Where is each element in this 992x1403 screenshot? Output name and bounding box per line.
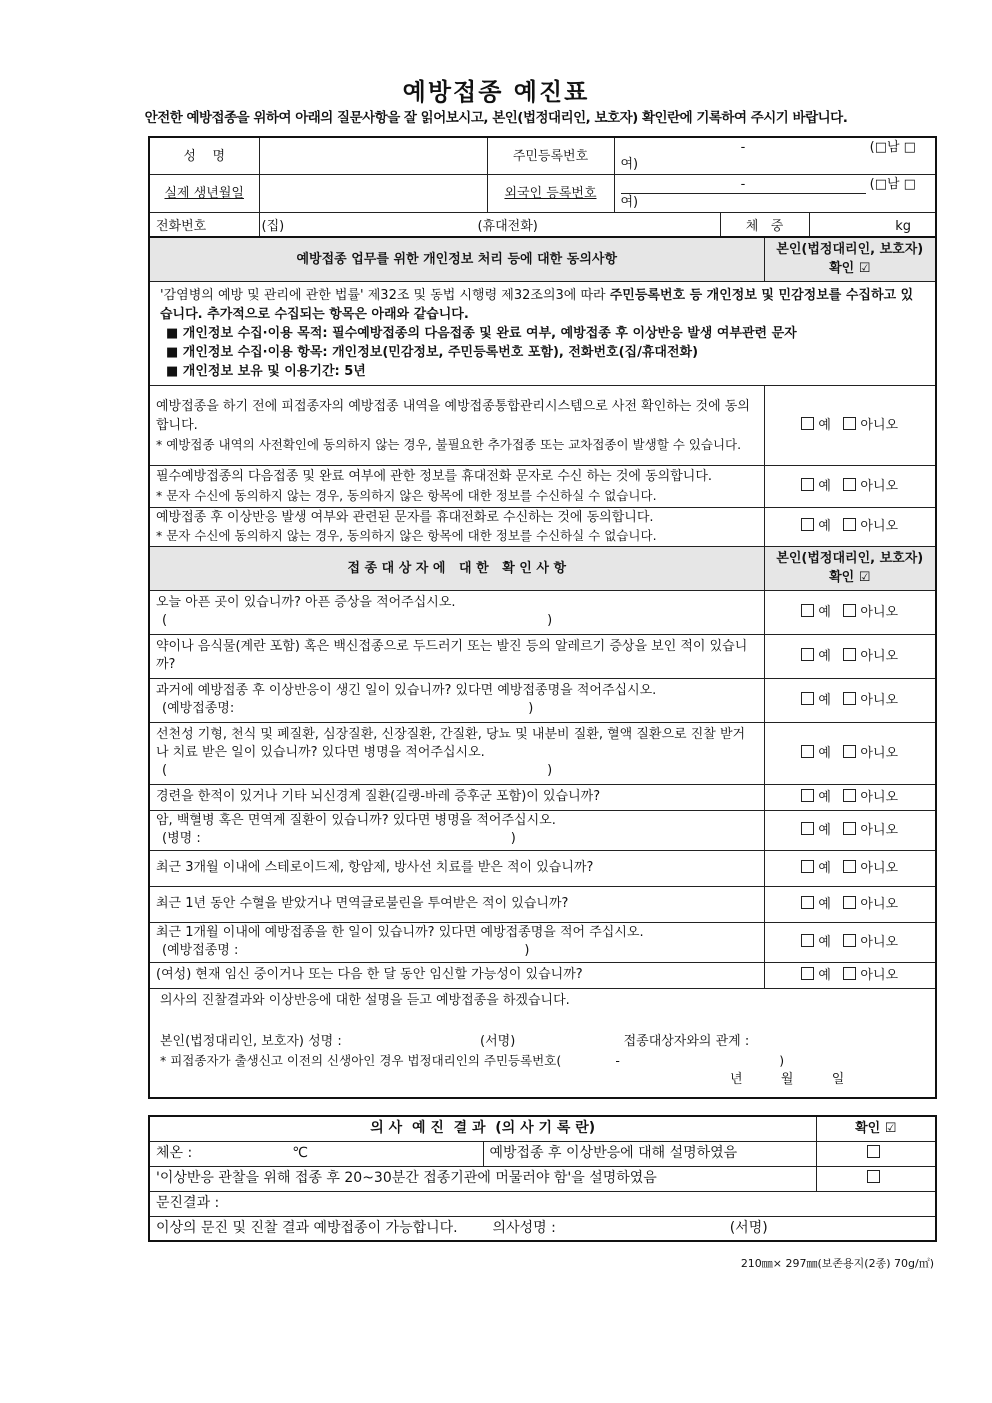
consent-item-text: 예방접종을 하기 전에 피접종자의 예방접종 내역을 예방접종통합관리시스템으로 사전 확인하는 것에 동의합니다. <box>156 398 750 433</box>
newborn-note: * 피접종자가 출생신고 이전의 신생아인 경우 법정대리인의 주민등록번호( <box>160 1052 562 1068</box>
paper-spec-footer: 210㎜× 297㎜(보존용지(2종) 70g/㎡) <box>740 1257 934 1270</box>
interview-result-label: 문진결과 : <box>156 1195 220 1211</box>
question-row <box>149 634 936 678</box>
no-checkbox[interactable] <box>843 745 856 758</box>
check-confirm-header <box>764 546 936 590</box>
no-label: 아니오 <box>860 934 899 950</box>
no-label: 아니오 <box>860 860 899 876</box>
no-checkbox[interactable] <box>843 934 856 947</box>
yes-label: 예 <box>818 604 831 620</box>
newborn-dash: - <box>615 1052 620 1068</box>
question-answer-line[interactable] <box>156 762 758 780</box>
consent-item <box>149 465 764 507</box>
no-checkbox[interactable] <box>843 648 856 661</box>
birth-label: 실제 생년월일 <box>149 175 259 213</box>
yes-label: 예 <box>818 519 831 534</box>
question-text-cell <box>149 722 764 784</box>
doctor-confirm-header <box>816 1116 936 1141</box>
consent-item-note: * 문자 수신에 동의하지 않는 경우, 동의하지 않은 항목에 대한 정보를 수신하실 수 없습니다. <box>156 488 657 503</box>
question-choice[interactable] <box>764 922 936 962</box>
question-text-cell <box>149 634 764 678</box>
question-text: 과거에 예방접종 후 이상반응이 생긴 일이 있습니까? 있다면 예방접종명을 적어주십시오. <box>156 683 657 698</box>
consent-bullet-items: ■ 개인정보 수집·이용 항목: 개인정보(민감정보, 주민등록번호 포함), 전화번호(집/휴대전화) <box>166 344 699 360</box>
no-checkbox[interactable] <box>843 896 856 909</box>
answer-close: ) <box>524 943 530 958</box>
question-row <box>149 784 936 810</box>
yes-label: 예 <box>818 934 831 950</box>
no-label: 아니오 <box>860 745 899 761</box>
doctor-confirm-label: 확인 <box>855 1121 881 1137</box>
form-title: 예방접종 예진표 <box>402 78 590 106</box>
no-checkbox[interactable] <box>843 967 856 980</box>
no-label: 아니오 <box>860 967 899 983</box>
yes-checkbox[interactable] <box>801 967 814 980</box>
foreign-label: 외국인 등록번호 <box>487 175 614 213</box>
check-confirm-sub: 확인 <box>829 570 855 585</box>
rrn-field[interactable] <box>614 137 936 175</box>
no-label: 아니오 <box>860 822 899 838</box>
no-label: 아니오 <box>860 519 899 534</box>
consent-item-choice[interactable] <box>764 465 936 507</box>
question-choice[interactable] <box>764 962 936 988</box>
consent-intro-bold: 주민등록번호 등 개인정보 및 민감정보를 수집하고 있습니다. 추가적으로 수집되는 항목은 아래와 같습니다. <box>160 287 914 322</box>
interview-result[interactable] <box>149 1191 936 1216</box>
question-row <box>149 922 936 962</box>
no-checkbox[interactable] <box>843 604 856 617</box>
doctor-name-label: 의사성명 : <box>492 1219 556 1236</box>
no-label: 아니오 <box>860 692 899 708</box>
consent-item-text: 필수예방접종의 다음접종 및 완료 여부에 관한 정보를 휴대전화 문자로 수신 하는 것에 동의합니다. <box>156 469 713 484</box>
year-label: 년 <box>730 1071 743 1087</box>
question-choice[interactable] <box>764 634 936 678</box>
birth-field[interactable] <box>259 175 487 213</box>
consent-item-choice[interactable] <box>764 385 936 465</box>
yes-checkbox[interactable] <box>801 745 814 758</box>
yes-checkbox[interactable] <box>801 860 814 873</box>
check-header: 접 종 대 상 자 에 대 한 확 인 사 항 <box>149 546 764 590</box>
question-row <box>149 678 936 722</box>
answer-close: ) <box>528 701 534 716</box>
yes-label: 예 <box>818 417 831 433</box>
question-answer-line[interactable] <box>156 942 758 960</box>
yes-label: 예 <box>818 860 831 876</box>
month-label: 월 <box>780 1071 794 1087</box>
consent-intro <box>149 281 936 385</box>
foreign-dash: - <box>621 176 866 194</box>
answer-open: (예방접종명: <box>162 701 235 716</box>
check-confirm-title: 본인(법정대리인, 보호자) <box>776 551 924 566</box>
yes-label: 예 <box>818 822 831 838</box>
answer-open: ( <box>162 763 168 778</box>
yes-label: 예 <box>818 692 831 708</box>
yes-label: 예 <box>818 478 831 494</box>
mobile-phone-label: (휴대전화) <box>477 219 538 235</box>
no-label: 아니오 <box>860 478 899 494</box>
question-choice[interactable] <box>764 850 936 886</box>
question-row <box>149 590 936 634</box>
consent-bullet-period: ■ 개인정보 보유 및 이용기간: 5년 <box>166 363 366 379</box>
no-checkbox[interactable] <box>843 789 856 802</box>
consent-item-choice[interactable] <box>764 507 936 546</box>
gender-choice-2[interactable]: (□남 □여) <box>620 177 916 210</box>
rrn-label: 주민등록번호 <box>487 137 614 175</box>
doctor-table <box>148 1115 937 1242</box>
question-row <box>149 810 936 850</box>
question-text-cell <box>149 850 764 886</box>
foreign-field[interactable] <box>614 175 936 213</box>
personal-info-table <box>148 136 937 243</box>
yes-label: 예 <box>818 648 831 664</box>
consent-table <box>148 236 937 1099</box>
relation-label: 접종대상자와의 관계 : <box>623 1033 750 1049</box>
name-field[interactable] <box>259 137 487 175</box>
rrn-dash: - <box>740 140 746 155</box>
yes-checkbox[interactable] <box>801 604 814 617</box>
no-label: 아니오 <box>860 648 899 664</box>
yes-label: 예 <box>818 967 831 983</box>
question-text-cell <box>149 784 764 810</box>
question-choice[interactable] <box>764 784 936 810</box>
answer-open: (병명 : <box>162 831 201 846</box>
yes-checkbox[interactable] <box>801 648 814 661</box>
yes-checkbox[interactable] <box>801 692 814 705</box>
gender-choice[interactable]: (□남 □여) <box>620 140 916 172</box>
question-row <box>149 886 936 922</box>
no-checkbox[interactable] <box>843 860 856 873</box>
explain-reaction: 예방접종 후 이상반응에 대해 설명하였음 <box>483 1141 816 1166</box>
no-label: 아니오 <box>860 604 899 620</box>
yes-checkbox[interactable] <box>801 789 814 802</box>
consent-item-note: * 문자 수신에 동의하지 않는 경우, 동의하지 않은 항목에 대한 정보를 수신하실 수 없습니다. <box>156 527 657 543</box>
consent-item-text: 예방접종 후 이상반응 발생 여부와 관련된 문자를 휴대전화로 수신하는 것에 동의합니다. <box>156 509 654 525</box>
question-list <box>149 590 936 988</box>
no-checkbox[interactable] <box>843 822 856 835</box>
yes-checkbox[interactable] <box>801 478 814 491</box>
consent-confirm-header <box>764 237 936 281</box>
question-text-cell <box>149 962 764 988</box>
question-text: 약이나 음식물(계란 포함) 혹은 백신접종으로 두드러기 또는 발진 등의 알레르기 증상을 보인 적이 있습니까? <box>156 639 748 672</box>
yes-checkbox[interactable] <box>801 417 814 430</box>
no-label: 아니오 <box>860 789 899 805</box>
temperature-label: 체온 : <box>156 1145 193 1161</box>
doctor-header: 의 사 예 진 결 과 (의 사 기 록 란) <box>149 1116 816 1141</box>
explain-reaction-check[interactable] <box>816 1141 936 1166</box>
day-label: 일 <box>831 1071 845 1087</box>
question-text-cell <box>149 590 764 634</box>
consent-confirm-sub: 확인 <box>829 261 855 277</box>
temperature-unit: ℃ <box>292 1145 308 1161</box>
question-row <box>149 850 936 886</box>
no-label: 아니오 <box>860 896 899 912</box>
consent-item-note: * 예방접종 내역의 사전확인에 동의하지 않는 경우, 불필요한 추가접종 또는 교차접종이 발생할 수 있습니다. <box>156 436 742 452</box>
question-choice[interactable] <box>764 678 936 722</box>
yes-label: 예 <box>818 745 831 761</box>
question-text: 오늘 아픈 곳이 있습니까? 아픈 증상을 적어주십시오. <box>156 595 456 610</box>
check-icon: ☑ <box>884 1121 897 1137</box>
question-choice[interactable] <box>764 722 936 784</box>
check-icon: ☑ <box>858 261 871 277</box>
no-label: 아니오 <box>860 417 899 433</box>
question-text: (여성) 현재 임신 중이거나 또는 다음 한 달 동안 임신할 가능성이 있습니까? <box>156 967 583 982</box>
answer-close: ) <box>547 613 553 628</box>
consent-intro-plain: '감염병의 예방 및 관리에 관한 법률' 제32조 및 동법 시행령 제32조의3에 따라 <box>160 287 610 303</box>
checkbox[interactable] <box>867 1170 880 1183</box>
answer-close: ) <box>510 831 516 846</box>
temperature-field[interactable] <box>149 1141 483 1166</box>
question-choice[interactable] <box>764 810 936 850</box>
yes-checkbox[interactable] <box>801 896 814 909</box>
question-choice[interactable] <box>764 886 936 922</box>
newborn-close: ) <box>779 1052 785 1068</box>
sign-section <box>149 988 936 1098</box>
answer-open: ( <box>162 613 168 628</box>
question-answer-line[interactable] <box>156 830 758 848</box>
question-text: 최근 3개월 이내에 스테로이드제, 항암제, 방사선 치료를 받은 적이 있습니까? <box>156 860 594 875</box>
consent-header: 예방접종 업무를 위한 개인정보 처리 등에 대한 동의사항 <box>149 237 764 281</box>
answer-open: (예방접종명 : <box>162 943 239 958</box>
question-text: 암, 백혈병 혹은 면역계 질환이 있습니까? 있다면 병명을 적어주십시오. <box>156 813 556 828</box>
doctor-sign-label: (서명) <box>729 1219 768 1236</box>
question-text: 선천성 기형, 천식 및 폐질환, 심장질환, 신장질환, 간질환, 당뇨 및 내분비 질환, 혈액 질환으로 진찰 받거나 치료 받은 일이 있습니까? 있다면 병명을 적어주십시오. <box>156 727 746 760</box>
consent-item <box>149 507 764 546</box>
final-statement: 이상의 문진 및 진찰 결과 예방접종이 가능합니다. <box>156 1219 458 1236</box>
no-checkbox[interactable] <box>843 692 856 705</box>
consent-confirm-title: 본인(법정대리인, 보호자) <box>776 242 924 258</box>
question-text-cell <box>149 886 764 922</box>
no-checkbox[interactable] <box>843 518 856 531</box>
answer-close: ) <box>547 763 553 778</box>
question-choice[interactable] <box>764 590 936 634</box>
name-label: 성 명 <box>149 137 259 175</box>
form-subtitle: 안전한 예방접종을 위하여 아래의 질문사항을 잘 읽어보시고, 본인(법정대리인, 보호자) 확인란에 기록하여 주시기 바랍니다. <box>144 110 848 126</box>
checkbox[interactable] <box>867 1145 880 1158</box>
no-checkbox[interactable] <box>843 417 856 430</box>
question-text-cell <box>149 810 764 850</box>
sign-statement: 의사의 진찰결과와 이상반응에 대한 설명을 듣고 예방접종을 하겠습니다. <box>160 992 570 1008</box>
consent-bullet-purpose: ■ 개인정보 수집·이용 목적: 필수예방접종의 다음접종 및 완료 여부, 예방접종 후 이상반응 발생 여부관련 문자 <box>166 325 797 341</box>
weight-label: 체 중 <box>720 213 809 242</box>
check-icon: ☑ <box>858 570 871 585</box>
guardian-name-label: 본인(법정대리인, 보호자) 성명 : <box>160 1033 342 1049</box>
weight-unit: kg <box>895 219 912 235</box>
yes-checkbox[interactable] <box>801 518 814 531</box>
yes-label: 예 <box>818 789 831 805</box>
question-row <box>149 722 936 784</box>
no-checkbox[interactable] <box>843 478 856 491</box>
yes-checkbox[interactable] <box>801 934 814 947</box>
question-answer-line[interactable] <box>156 700 758 718</box>
explain-observe: '이상반응 관찰을 위해 접종 후 20~30분간 접종기관에 머물러야 함'을 설명하였음 <box>149 1166 816 1191</box>
consent-item <box>149 385 764 465</box>
question-text-cell <box>149 922 764 962</box>
question-text: 최근 1년 동안 수혈을 받았거나 면역글로불린을 투여받은 적이 있습니까? <box>156 896 569 911</box>
question-row <box>149 962 936 988</box>
final-statement-row <box>149 1216 936 1241</box>
yes-label: 예 <box>818 896 831 912</box>
question-text: 경련을 한적이 있거나 기타 뇌신경계 질환(길랭-바레 증후군 포함)이 있습니까? <box>156 789 601 804</box>
question-text: 최근 1개월 이내에 예방접종을 한 일이 있습니까? 있다면 예방접종명을 적어 주십시오. <box>156 925 644 940</box>
question-text-cell <box>149 678 764 722</box>
phone-label: 전화번호 <box>149 213 259 242</box>
home-phone-label: (집) <box>261 219 285 235</box>
guardian-sign-label: (서명) <box>480 1033 516 1049</box>
yes-checkbox[interactable] <box>801 822 814 835</box>
question-answer-line[interactable] <box>156 612 758 630</box>
explain-observe-check[interactable] <box>816 1166 936 1191</box>
